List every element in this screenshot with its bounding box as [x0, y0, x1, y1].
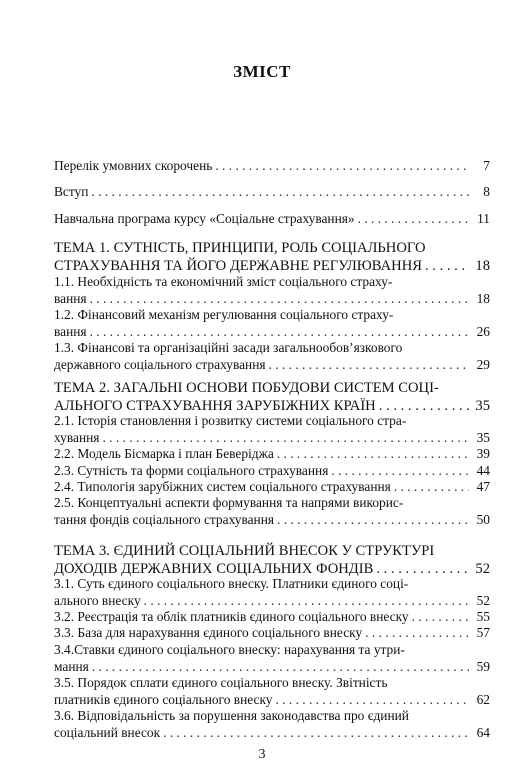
dot-leader	[275, 692, 469, 708]
toc-page-number: 50	[476, 511, 490, 527]
dot-leader	[358, 211, 469, 227]
toc-entry-title-continued: хування	[54, 429, 100, 445]
toc-section-heading	[54, 240, 490, 276]
toc-entry	[54, 625, 490, 642]
page-number-footer: 3	[258, 747, 266, 762]
dot-leader	[102, 430, 469, 446]
toc-entry-title-continued: вання	[54, 323, 87, 339]
dot-leader	[90, 324, 469, 340]
toc-page-number: 39	[476, 446, 490, 461]
toc-entry-title: 1.3. Фінансові та організаційні засади загальнообов’язкового	[54, 340, 403, 355]
toc-page-number: 62	[476, 691, 490, 707]
toc-entry-title: 1.2. Фінансовий механізм регулювання соціального страху-	[54, 307, 394, 322]
toc-entry-title: 2.3. Сутність та форми соціального страхування	[54, 463, 329, 478]
toc-entry-title-continued: ДОХОДІВ ДЕРЖАВНИХ СОЦІАЛЬНИХ ФОНДІВ	[54, 561, 374, 577]
dot-leader	[92, 659, 469, 675]
dot-leader	[277, 446, 469, 462]
toc-entry	[54, 708, 490, 741]
dot-leader	[269, 357, 469, 373]
toc-entry	[54, 413, 490, 446]
toc-entry	[54, 576, 490, 609]
toc-entry	[54, 340, 490, 373]
dot-leader	[144, 593, 469, 609]
dot-leader	[365, 625, 469, 641]
toc-page-number: 55	[476, 609, 490, 624]
toc-entry-title-continued: вання	[54, 290, 87, 306]
toc-entry-title-continued: тання фондів соціального страхування	[54, 511, 275, 527]
toc-entry	[54, 463, 490, 480]
toc-section-heading	[54, 543, 490, 579]
dot-leader	[215, 158, 469, 174]
toc-entry-title: 3.2. Реєстрація та облік платників єдиного соціального внеску	[54, 609, 409, 624]
toc-page-number: 7	[483, 158, 490, 173]
toc-entry-title: 3.6. Відповідальність за порушення законодавства про єдиний	[54, 708, 409, 723]
toc-entry	[54, 642, 490, 675]
dot-leader	[90, 291, 469, 307]
dot-leader	[376, 561, 469, 577]
dot-leader	[277, 512, 469, 528]
toc-page-number: 8	[483, 184, 490, 199]
toc-entry-title: Перелік умовних скорочень	[54, 158, 213, 173]
toc-entry-title: 2.1. Історія становлення і розвитку системи соціального стра-	[54, 413, 407, 428]
toc-entry-title: 2.2. Модель Бісмарка і план Беверіджа	[54, 446, 274, 461]
toc-page-number: 35	[475, 398, 490, 414]
toc-entry-title-continued: державного соціального страхування	[54, 356, 266, 372]
toc-page-number: 18	[476, 290, 490, 306]
toc-page-number: 47	[476, 479, 490, 494]
dot-leader	[412, 609, 469, 625]
toc-page-number: 26	[476, 323, 490, 339]
toc-entry	[54, 609, 490, 626]
toc-entry	[54, 158, 490, 175]
toc-page-number: 64	[476, 724, 490, 740]
toc-entry-title-continued: соціальний внесок	[54, 724, 161, 740]
toc-entry-title: 2.4. Типологія зарубіжних систем соціального страхування	[54, 479, 391, 494]
toc-page-number: 57	[476, 625, 490, 640]
toc-entry	[54, 274, 490, 307]
toc-entry	[54, 479, 490, 496]
toc-entry-title: ТЕМА 2. ЗАГАЛЬНІ ОСНОВИ ПОБУДОВИ СИСТЕМ СОЦІ-	[54, 380, 439, 396]
toc-section-heading	[54, 380, 490, 416]
toc-page-number: 29	[476, 356, 490, 372]
toc-entry	[54, 495, 490, 528]
toc-entry-title: 1.1. Необхідність та економічний зміст соціального страху-	[54, 274, 393, 289]
toc-entry-title: 3.1. Суть єдиного соціального внеску. Платники єдиного соці-	[54, 576, 409, 591]
page-title: ЗМІСТ	[233, 62, 291, 81]
toc-entry-title: 2.5. Концептуальні аспекти формування та напрями викорис-	[54, 495, 404, 510]
toc-entry	[54, 446, 490, 463]
toc-page-number: 59	[476, 658, 490, 674]
toc-page-number: 52	[475, 561, 490, 577]
toc-entry	[54, 211, 490, 228]
dot-leader	[425, 258, 469, 274]
toc-entry-title: Вступ	[54, 184, 89, 199]
toc-entry	[54, 184, 490, 201]
toc-page-number: 44	[476, 463, 490, 478]
toc-entry-title: Навчальна програма курсу «Соціальне страхування»	[54, 211, 355, 226]
toc-page-number: 11	[477, 211, 490, 226]
dot-leader	[91, 184, 469, 200]
toc-entry-title-continued: мання	[54, 658, 89, 674]
dot-leader	[331, 463, 469, 479]
toc-entry-title: ТЕМА 1. СУТНІСТЬ, ПРИНЦИПИ, РОЛЬ СОЦІАЛЬНОГО	[54, 240, 426, 256]
toc-entry-title: 3.3. База для нарахування єдиного соціального внеску	[54, 625, 363, 640]
toc-entry-title-continued: СТРАХУВАННЯ ТА ЙОГО ДЕРЖАВНЕ РЕГУЛЮВАННЯ	[54, 258, 422, 274]
toc-entry-title-continued: ального внеску	[54, 592, 141, 608]
toc-page-number: 35	[476, 429, 490, 445]
toc-entry-title: 3.4.Ставки єдиного соціального внеску: нарахування та утри-	[54, 642, 405, 657]
dot-leader	[394, 479, 469, 495]
toc-entry-title: 3.5. Порядок сплати єдиного соціального внеску. Звітність	[54, 675, 388, 690]
toc-page-number: 52	[476, 592, 490, 608]
dot-leader	[163, 725, 469, 741]
toc-entry-title-continued: платників єдиного соціального внеску	[54, 691, 273, 707]
toc-entry	[54, 675, 490, 708]
toc-entry	[54, 307, 490, 340]
toc-page-number: 18	[475, 258, 490, 274]
toc-entry-title: ТЕМА 3. ЄДИНИЙ СОЦІАЛЬНИЙ ВНЕСОК У СТРУКТУРІ	[54, 543, 435, 559]
dot-leader	[379, 398, 469, 414]
toc-entry-title-continued: АЛЬНОГО СТРАХУВАННЯ ЗАРУБІЖНИХ КРАЇН	[54, 398, 376, 414]
